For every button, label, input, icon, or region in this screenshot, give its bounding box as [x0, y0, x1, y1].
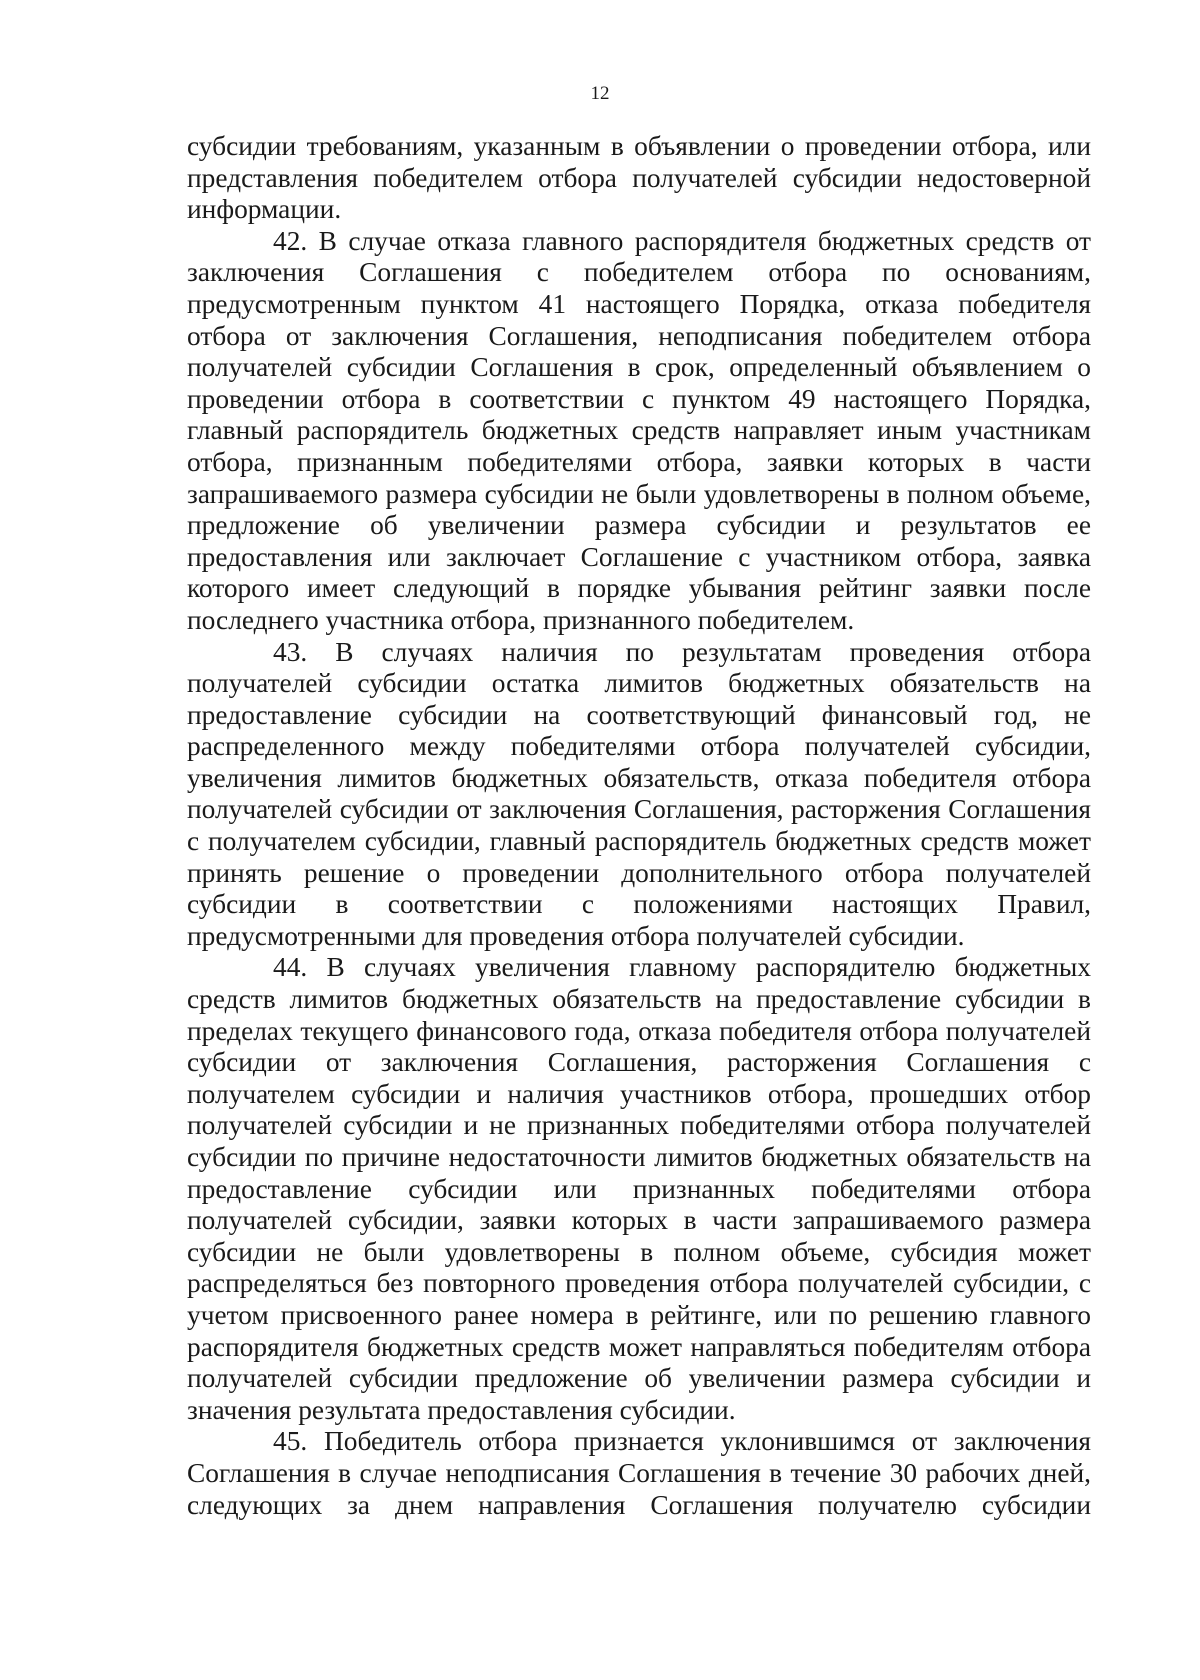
paragraph-43: 43. В случаях наличия по результатам проведения отбора получателей субсидии остатка лимитов бюджетных обязательств на предоставление субсидии на соответствующий финансовый год, не распределенного между победителями отбора получателей субсидии, увеличения лимитов бюджетных обязательств, отказа победителя отбора получателей субсидии от заключения Соглашения, расторжения Соглашения с получателем субсидии, главный распорядитель бюджетных средств может принять решение о проведении дополнительного отбора получателей субсидии в соответствии с положениями настоящих Правил, предусмотренными для проведения отбора получателей субсидии. [187, 636, 1091, 951]
paragraph-continuation: субсидии требованиям, указанным в объявлении о проведении отбора, или представления победителем отбора получателей субсидии недостоверной информации. [187, 131, 1091, 225]
page-number: 12 [590, 83, 610, 104]
paragraph-42: 42. В случае отказа главного распорядителя бюджетных средств от заключения Соглашения с победителем отбора по основаниям, предусмотренным пунктом 41 настоящего Порядка, отказа победителя отбора от заключения Соглашения, неподписания победителем отбора получателей субсидии Соглашения в срок, определенный объявлением о проведении отбора в соответствии с пунктом 49 настоящего Порядка, главный распорядитель бюджетных средств направляет иным участникам отбора, признанным победителями отбора, заявки которых в части запрашиваемого размера субсидии не были удовлетворены в полном объеме, предложение об увеличении размера субсидии и результатов ее предоставления или заключает Соглашение с участником отбора, заявка которого имеет следующий в порядке убывания рейтинг заявки после последнего участника отбора, признанного победителем. [187, 225, 1091, 635]
paragraph-44: 44. В случаях увеличения главному распорядителю бюджетных средств лимитов бюджетных обязательств на предоставление субсидии в пределах текущего финансового года, отказа победителя отбора получателей субсидии от заключения Соглашения, расторжения Соглашения с получателем субсидии и наличия участников отбора, прошедших отбор получателей субсидии и не признанных победителями отбора получателей субсидии по причине недостаточности лимитов бюджетных обязательств на предоставление субсидии или признанных победителями отбора получателей субсидии, заявки которых в части запрашиваемого размера субсидии не были удовлетворены в полном объеме, субсидия может распределяться без повторного проведения отбора получателей субсидии, с учетом присвоенного ранее номера в рейтинге, или по решению главного распорядителя бюджетных средств может направляться победителям отбора получателей субсидии предложение об увеличении размера субсидии и значения результата предоставления субсидии. [187, 952, 1091, 1425]
document-body [187, 131, 1091, 1521]
paragraph-45: 45. Победитель отбора признается уклонившимся от заключения Соглашения в случае неподписания Соглашения в течение 30 рабочих дней, следующих за днем направления Соглашения получателю субсидии [187, 1426, 1091, 1520]
